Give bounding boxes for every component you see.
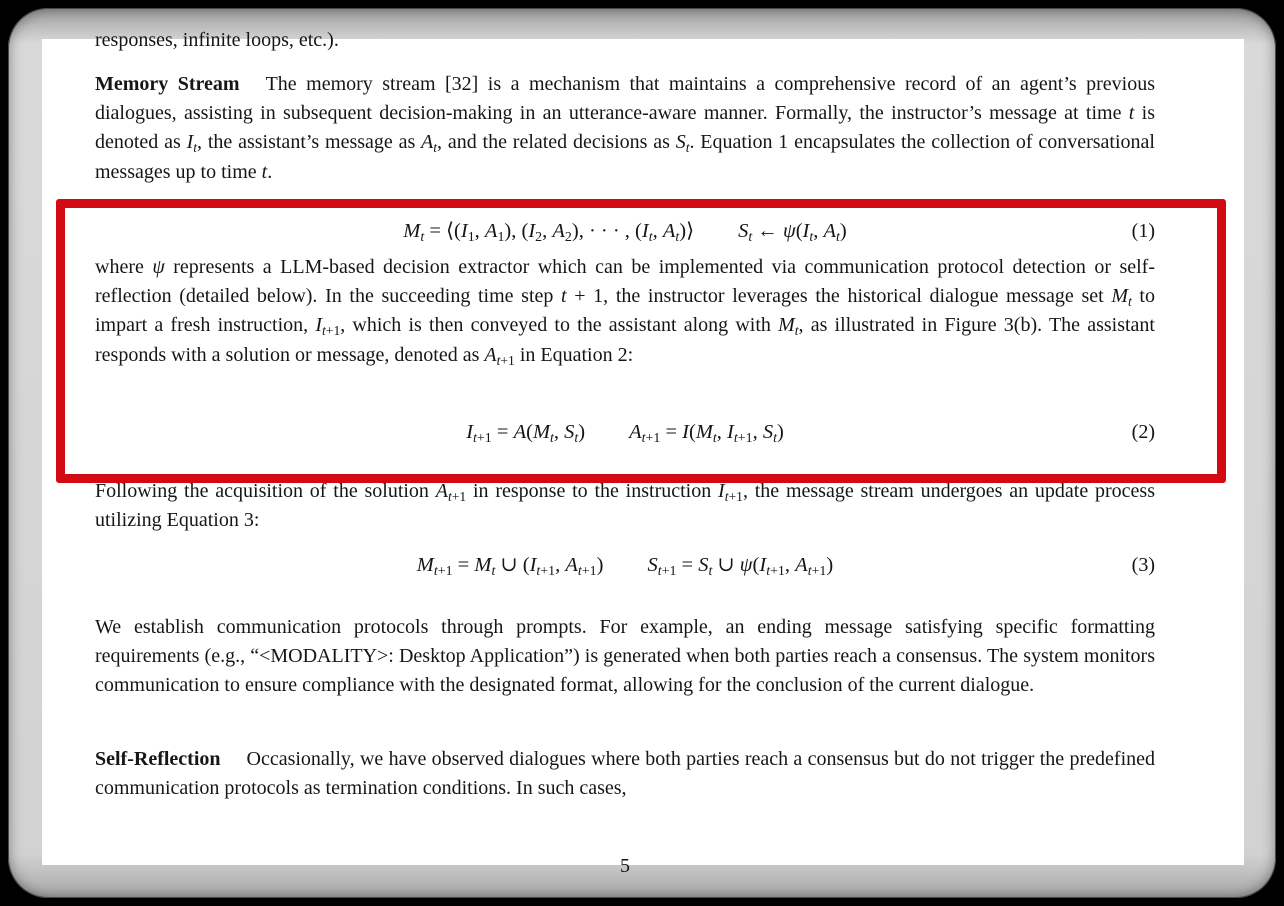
- self-reflection-heading: Self-Reflection: [95, 748, 221, 770]
- clipped-top-line: responses, infinite loops, etc.).: [95, 29, 339, 51]
- protocols-paragraph: [95, 613, 1155, 701]
- where-paragraph: [95, 253, 1155, 370]
- following-paragraph: [95, 477, 1155, 535]
- equation-3-body: $M_{t+1} = M_t$ ∪ ($I_{t+1}$, $A_{t+1}$) $S_{t+1} = S_t$ ∪ $\psi(I_{t+1}$, $A_{t+1}$): [416, 554, 834, 579]
- memory-stream-heading: Memory Stream: [95, 73, 240, 95]
- equation-1-body: $M_t$ = $⟨(I_1$, $A_1$), ($I_2$, $A_2$), · · · , ($I_t$, $A_t)⟩$ $S_t$ ← $\psi(I_t$, $A_t$): [403, 220, 847, 245]
- equation-3: [95, 550, 1155, 582]
- memory-stream-body: The memory stream [32] is a mechanism that maintains a comprehensive record of an agent’s previous dialogues, assisting in subsequent decision-making in an utterance-aware manner. Formally, the instructor’s message at time t is denoted as $I_t$, the assistant’s message as $A_t$, and the related decisions as $S_t$. Equation 1 encapsulates the collection of conversational messages up to time t.: [95, 73, 1155, 183]
- page-number: 5: [620, 855, 630, 877]
- equation-2-body: $I_{t+1} = A(M_t$, $S_t$) $A_{t+1} = I(M_t$, $I_{t+1}$, $S_t$): [466, 421, 784, 446]
- equation-1-number: (1): [1131, 220, 1155, 242]
- self-reflection-body: Occasionally, we have observed dialogues where both parties reach a consensus but do not trigger the predefined communication protocols as termination conditions. In such cases,: [95, 748, 1155, 800]
- following-paragraph-body: Following the acquisition of the solution $A_{t+1}$ in response to the instruction $I_{t+1}$, the message stream undergoes an update process utilizing Equation 3:: [95, 480, 1155, 532]
- equation-2: [95, 417, 1155, 449]
- equation-1: [95, 216, 1155, 248]
- equation-3-number: (3): [1131, 554, 1155, 576]
- protocols-paragraph-body: We establish communication protocols through prompts. For example, an ending message satisfying specific formatting requirements (e.g., “<MODALITY>: Desktop Application”) is generated when both parties reach a consensus. The system monitors communication to ensure compliance with the designated format, allowing for the conclusion of the current dialogue.: [95, 616, 1155, 697]
- where-paragraph-body: where ψ represents a LLM-based decision extractor which can be implemented via communication protocol detection or self-reflection (detailed below). In the succeeding time step t + 1, the instructor leverages the historical dialogue message set $M_t$ to impart a fresh instruction, $I_{t+1}$, which is then conveyed to the assistant along with $M_t$, as illustrated in Figure 3(b). The assistant responds with a solution or message, denoted as $A_{t+1}$ in Equation 2:: [95, 256, 1155, 368]
- pdf-page: [42, 29, 1244, 877]
- memory-stream-paragraph: [95, 70, 1155, 187]
- screenshot-window: [8, 8, 1276, 898]
- equation-2-number: (2): [1131, 421, 1155, 443]
- self-reflection-paragraph: [95, 745, 1155, 803]
